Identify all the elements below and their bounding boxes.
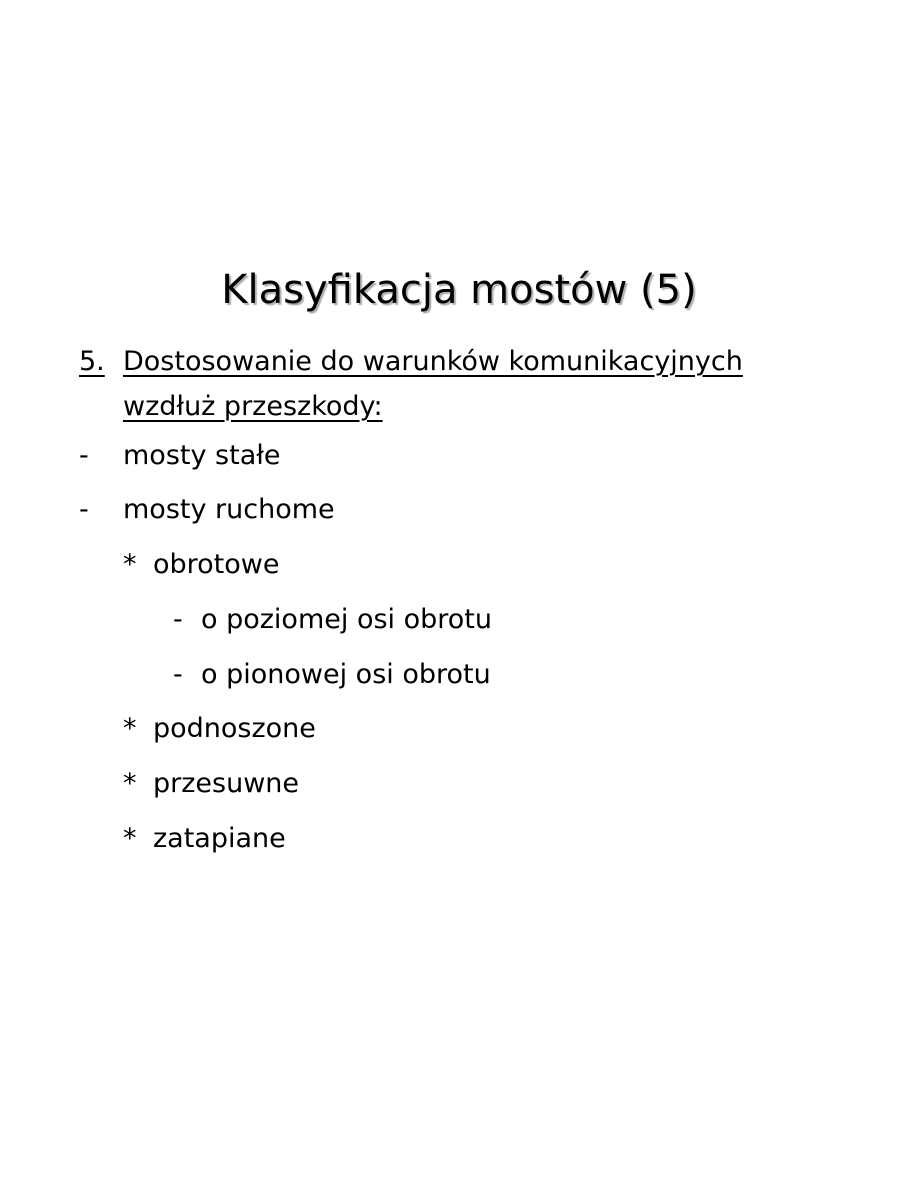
section-heading-line2: wzdłuż przeszkody: bbox=[123, 391, 383, 422]
list-marker: - bbox=[173, 659, 183, 690]
list-marker: * bbox=[123, 768, 137, 799]
slide-title: Klasyfikacja mostów (5) bbox=[221, 267, 697, 313]
list-marker: * bbox=[123, 713, 137, 744]
list-item-text: mosty stałe bbox=[123, 440, 281, 471]
list-item-text: o pionowej osi obrotu bbox=[201, 659, 491, 690]
section-number: 5. bbox=[79, 346, 105, 377]
list-item-text: przesuwne bbox=[153, 768, 300, 799]
list-marker: * bbox=[123, 823, 137, 854]
list-marker: * bbox=[123, 549, 137, 580]
list-marker: - bbox=[79, 494, 89, 525]
list-marker: - bbox=[79, 440, 89, 471]
list-item-text: zatapiane bbox=[153, 823, 286, 854]
section-heading-line1: Dostosowanie do warunków komunikacyjnych bbox=[123, 346, 743, 377]
list-item-text: mosty ruchome bbox=[123, 494, 335, 525]
list-marker: - bbox=[173, 604, 183, 635]
list-item-text: obrotowe bbox=[153, 549, 280, 580]
list-item-text: o poziomej osi obrotu bbox=[201, 604, 493, 635]
list-item-text: podnoszone bbox=[153, 713, 316, 744]
